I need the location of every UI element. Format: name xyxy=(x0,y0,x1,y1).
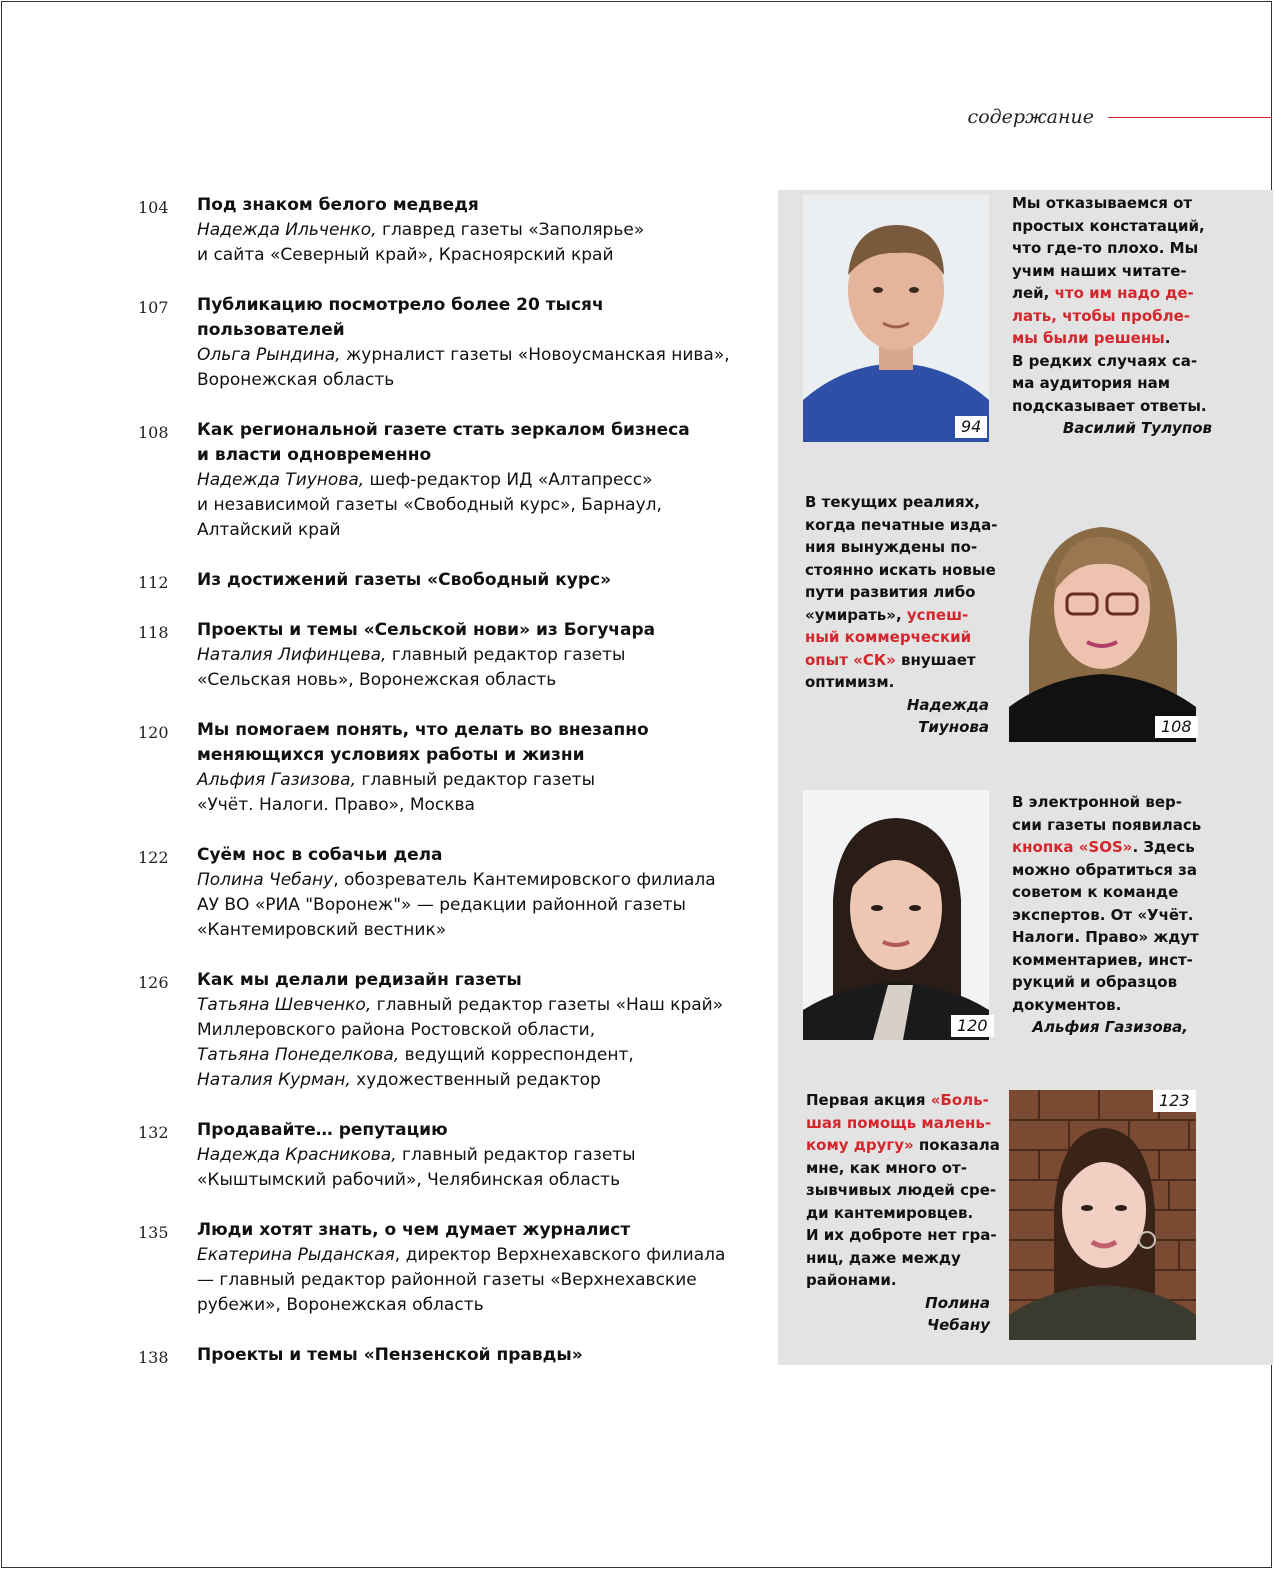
quote-line xyxy=(805,559,996,582)
quote-line xyxy=(1012,791,1212,814)
toc-byline-line xyxy=(197,518,738,543)
quote-text-segment: подсказывает ответы. xyxy=(1012,396,1207,415)
quote-text-segment: . Здесь xyxy=(1132,838,1195,856)
byline-text: Миллеровского района Ростовской области, xyxy=(197,1020,596,1040)
quote-text-segment: рукций и образцов xyxy=(1012,973,1178,991)
quote-line xyxy=(1012,215,1212,238)
quote-text-segment: Налоги. Право» ждут xyxy=(1012,928,1199,946)
quote-text-segment: ди кантемировцев. xyxy=(806,1203,974,1222)
quote-text xyxy=(1012,791,1212,1016)
quote-line xyxy=(806,1269,990,1292)
toc-title: Проекты и темы «Сельской нови» из Богучара xyxy=(197,620,656,640)
toc-byline xyxy=(197,1143,738,1193)
toc-page-number: 108 xyxy=(138,423,169,442)
toc-page-number: 112 xyxy=(138,573,169,592)
byline-text: главный редактор газеты xyxy=(396,1145,636,1165)
quote-text-segment: лей, xyxy=(1012,284,1055,302)
toc-byline-line xyxy=(197,218,738,243)
toc-page-number: 126 xyxy=(138,973,169,992)
byline-text: главный редактор газеты xyxy=(386,645,626,665)
toc-entry[interactable] xyxy=(138,1218,738,1318)
author-name: Надежда Ильченко, xyxy=(197,220,377,240)
quote-text xyxy=(806,1089,1000,1292)
byline-text: главред газеты «Заполярье» xyxy=(376,220,645,240)
toc-entry[interactable] xyxy=(138,568,738,593)
quote-highlight: кому другу» xyxy=(806,1136,914,1154)
quote-text-segment: В текущих реалиях, xyxy=(805,493,981,511)
toc-byline-line xyxy=(197,1168,738,1193)
quote-line xyxy=(1012,305,1212,328)
toc-title: Люди хотят знать, о чем думает журналист xyxy=(197,1220,631,1240)
toc-byline-line xyxy=(197,493,738,518)
page-reference-tag: 123 xyxy=(1153,1090,1196,1112)
author-name: Наталия Лифинцева, xyxy=(197,645,387,665)
quote-line xyxy=(1012,350,1212,373)
quote-text-segment: советом к команде xyxy=(1012,883,1179,901)
quote-text-segment: можно обратиться за xyxy=(1012,860,1197,879)
quote-author: Василий Тулупов xyxy=(1062,419,1212,437)
quote-line xyxy=(805,626,989,649)
quote-text-segment: районами. xyxy=(806,1271,897,1289)
toc-byline-line xyxy=(197,1018,738,1043)
quote-line xyxy=(1012,904,1212,927)
toc-byline-line xyxy=(197,668,738,693)
author-name: Надежда Тиунова, xyxy=(197,470,365,490)
toc-entry[interactable] xyxy=(138,293,738,393)
quote-text xyxy=(805,491,998,694)
toc-byline-line xyxy=(197,1293,738,1318)
quote-highlight: опыт «СК» xyxy=(805,650,896,669)
quote-line xyxy=(1012,260,1212,283)
quote-line xyxy=(806,1089,990,1112)
byline-text: , обозреватель Кантемировского филиала xyxy=(333,870,716,890)
quote-text-segment: стоянно искать новые xyxy=(805,560,996,579)
author-name: Екатерина Рыданская xyxy=(197,1245,395,1265)
byline-text: «Сельская новь», Воронежская область xyxy=(197,670,557,690)
quote-block xyxy=(1012,192,1212,440)
quote-text-segment: Мы отказываемся от xyxy=(1012,194,1193,212)
toc-byline-line xyxy=(197,793,738,818)
quote-text-segment: документов. xyxy=(1012,995,1122,1014)
toc-page-number: 138 xyxy=(138,1348,169,1367)
portrait-photo xyxy=(803,195,989,442)
byline-text: ведущий корреспондент, xyxy=(399,1045,634,1065)
toc-entry[interactable] xyxy=(138,968,738,1093)
quote-text-segment: И их доброте нет гра- xyxy=(806,1226,997,1244)
section-rule xyxy=(1108,117,1272,118)
toc-byline xyxy=(197,343,738,393)
quote-highlight: мы были решены xyxy=(1012,329,1165,347)
toc-title: Под знаком белого медведя xyxy=(197,195,479,215)
quote-highlight: «Боль- xyxy=(930,1091,989,1109)
quote-text-segment: «умирать», xyxy=(805,605,907,624)
byline-text: главный редактор газеты xyxy=(356,770,595,790)
byline-text: — главный редактор районной газеты «Верхнехавские xyxy=(197,1270,697,1290)
quote-text-segment: оптимизм. xyxy=(805,673,895,691)
quote-line xyxy=(1012,327,1212,350)
toc-entry[interactable] xyxy=(138,618,738,693)
byline-text: главный редактор газеты «Наш край» xyxy=(371,995,724,1015)
toc-page-number: 135 xyxy=(138,1223,169,1242)
author-name: Наталия Курман, xyxy=(197,1070,351,1090)
toc-byline-line xyxy=(197,768,738,793)
quote-highlight: лать, чтобы пробле- xyxy=(1012,306,1191,325)
quote-line xyxy=(1012,372,1212,395)
quote-text-segment: экспертов. От «Учёт. xyxy=(1012,905,1194,924)
quote-block xyxy=(1012,791,1212,1039)
portrait-photo xyxy=(803,790,989,1040)
quote-line xyxy=(806,1134,1000,1157)
toc-title: Публикацию посмотрело более 20 тысяч пользователей xyxy=(197,295,604,340)
byline-text: , директор Верхнехавского филиала xyxy=(394,1245,726,1265)
quote-line xyxy=(1012,836,1212,859)
toc-entry[interactable] xyxy=(138,1118,738,1193)
toc-byline-line xyxy=(197,1268,738,1293)
page-reference-tag: 108 xyxy=(1155,716,1198,738)
quote-line xyxy=(805,581,989,604)
quote-text-segment: сии газеты появилась xyxy=(1012,815,1202,834)
quote-text-segment: простых констатаций, xyxy=(1012,216,1205,235)
quote-text-segment: пути развития либо xyxy=(805,583,976,601)
quote-text-segment: ма аудитория нам xyxy=(1012,374,1170,392)
byline-text: АУ ВО «РИА "Воронеж"» — редакции районной газеты xyxy=(197,895,686,915)
quote-line xyxy=(1012,926,1212,949)
toc-byline-line xyxy=(197,868,738,893)
toc-byline-line xyxy=(197,1243,738,1268)
table-of-contents xyxy=(138,193,738,1393)
byline-text: и сайта «Северный край», Красноярский край xyxy=(197,245,614,265)
toc-byline-line xyxy=(197,918,738,943)
toc-title: Как мы делали редизайн газеты xyxy=(197,970,522,990)
toc-title: Из достижений газеты «Свободный курс» xyxy=(197,570,612,590)
quote-line xyxy=(805,514,998,537)
toc-byline-line xyxy=(197,343,738,368)
quote-line xyxy=(1012,237,1212,260)
quote-text-segment: ния вынуждены по- xyxy=(805,538,978,556)
quote-line xyxy=(805,604,989,627)
toc-byline-line xyxy=(197,468,738,493)
quote-line xyxy=(1012,994,1212,1017)
byline-text: «Кантемировский вестник» xyxy=(197,920,447,940)
quote-line xyxy=(1012,814,1212,837)
author-name: Альфия Газизова, xyxy=(197,770,356,790)
quote-line xyxy=(806,1202,990,1225)
toc-byline xyxy=(197,468,738,543)
quote-block xyxy=(805,491,998,739)
toc-byline xyxy=(197,768,738,818)
toc-byline-line xyxy=(197,1043,738,1068)
toc-title: Продавайте… репутацию xyxy=(197,1120,448,1140)
quote-line xyxy=(1012,192,1212,215)
author-name: Надежда Красникова, xyxy=(197,1145,397,1165)
quote-author: Альфия Газизова, xyxy=(1032,1018,1188,1036)
page-reference-tag: 120 xyxy=(951,1015,994,1037)
quote-text-segment: внушает xyxy=(895,650,976,669)
toc-byline-line xyxy=(197,993,738,1018)
quote-line xyxy=(805,649,989,672)
quote-highlight: шая помощь малень- xyxy=(806,1113,992,1132)
page-reference-tag: 94 xyxy=(955,416,987,438)
quote-text-segment: В редких случаях са- xyxy=(1012,351,1198,370)
byline-text: Воронежская область xyxy=(197,370,395,390)
quote-text xyxy=(1012,192,1212,417)
quote-highlight: что им надо де- xyxy=(1054,284,1194,302)
toc-title: Проекты и темы «Пензенской правды» xyxy=(197,1345,583,1365)
portrait-photo xyxy=(1009,492,1196,742)
toc-entry[interactable] xyxy=(138,843,738,943)
quote-text-segment: зывчивых людей сре- xyxy=(806,1181,997,1199)
toc-byline xyxy=(197,643,738,693)
toc-entry[interactable] xyxy=(138,193,738,268)
quote-text-segment: мне, как много от- xyxy=(806,1158,967,1177)
author-name: Ольга Рындина, xyxy=(197,345,341,365)
author-name: Татьяна Шевченко, xyxy=(197,995,372,1015)
quote-text-segment: комментариев, инст- xyxy=(1012,950,1193,969)
quote-highlight: успеш- xyxy=(906,605,969,624)
toc-page-number: 107 xyxy=(138,298,169,317)
toc-byline xyxy=(197,868,738,943)
quote-line xyxy=(806,1247,990,1270)
toc-byline xyxy=(197,993,738,1093)
section-title: содержание xyxy=(967,106,1094,128)
quote-highlight: ный коммерческий xyxy=(805,628,972,646)
quote-line xyxy=(1012,971,1212,994)
toc-byline-line xyxy=(197,368,738,393)
quote-text-segment: В электронной вер- xyxy=(1012,793,1183,811)
byline-text: шеф-редактор ИД «Алтапресс» xyxy=(364,470,653,490)
quote-line xyxy=(1012,881,1212,904)
quote-highlight: кнопка «SOS» xyxy=(1012,838,1133,856)
byline-text: журналист газеты «Новоусманская нива», xyxy=(340,345,730,365)
quote-author: Полина Чебану xyxy=(925,1293,990,1334)
quote-line xyxy=(806,1157,990,1180)
portrait-photo xyxy=(1009,1090,1196,1340)
quote-line xyxy=(1012,395,1212,418)
quote-line xyxy=(1012,949,1212,972)
toc-title: Суём нос в собачьи дела xyxy=(197,845,443,865)
author-name: Полина Чебану xyxy=(197,870,334,890)
byline-text: рубежи», Воронежская область xyxy=(197,1295,484,1315)
quote-text-segment: что где-то плохо. Мы xyxy=(1012,239,1199,257)
quote-line xyxy=(805,491,989,514)
quotes-sidebar xyxy=(778,190,1273,1365)
byline-text: художественный редактор xyxy=(350,1070,601,1090)
quote-text-segment: показала xyxy=(913,1136,1000,1154)
author-name: Татьяна Понеделкова, xyxy=(197,1045,400,1065)
quote-line xyxy=(805,671,989,694)
toc-entry[interactable] xyxy=(138,718,738,818)
toc-page-number: 120 xyxy=(138,723,169,742)
quote-line xyxy=(1012,859,1212,882)
toc-byline xyxy=(197,1243,738,1318)
toc-byline xyxy=(197,218,738,268)
toc-entry[interactable] xyxy=(138,418,738,543)
toc-byline-line xyxy=(197,893,738,918)
quote-author: Надежда Тиунова xyxy=(906,695,989,736)
toc-page-number: 118 xyxy=(138,623,169,642)
quote-text-segment: . xyxy=(1164,329,1171,347)
toc-title: Как региональной газете стать зеркалом бизнеса и власти одновременно xyxy=(197,420,690,465)
quote-line xyxy=(806,1112,990,1135)
quote-line xyxy=(1012,282,1212,305)
quote-text-segment: когда печатные изда- xyxy=(805,515,998,534)
byline-text: Алтайский край xyxy=(197,520,341,540)
toc-byline-line xyxy=(197,643,738,668)
quote-line xyxy=(806,1224,997,1247)
byline-text: «Учёт. Налоги. Право», Москва xyxy=(197,795,475,815)
quote-text-segment: Первая акция xyxy=(806,1091,931,1109)
quote-text-segment: ниц, даже между xyxy=(806,1248,961,1267)
toc-title: Мы помогаем понять, что делать во внезапно меняющихся условиях работы и жизни xyxy=(197,720,649,765)
quote-line xyxy=(805,536,989,559)
toc-byline-line xyxy=(197,1143,738,1168)
quote-line xyxy=(806,1179,997,1202)
quote-text-segment: учим наших читате- xyxy=(1012,261,1187,280)
toc-page-number: 104 xyxy=(138,198,169,217)
toc-byline-line xyxy=(197,1068,738,1093)
toc-byline-line xyxy=(197,243,738,268)
byline-text: «Кыштымский рабочий», Челябинская область xyxy=(197,1170,621,1190)
quote-block xyxy=(806,1089,1000,1337)
byline-text: и независимой газеты «Свободный курс», Барнаул, xyxy=(197,495,662,515)
toc-page-number: 132 xyxy=(138,1123,169,1142)
toc-entry[interactable] xyxy=(138,1343,738,1368)
toc-page-number: 122 xyxy=(138,848,169,867)
